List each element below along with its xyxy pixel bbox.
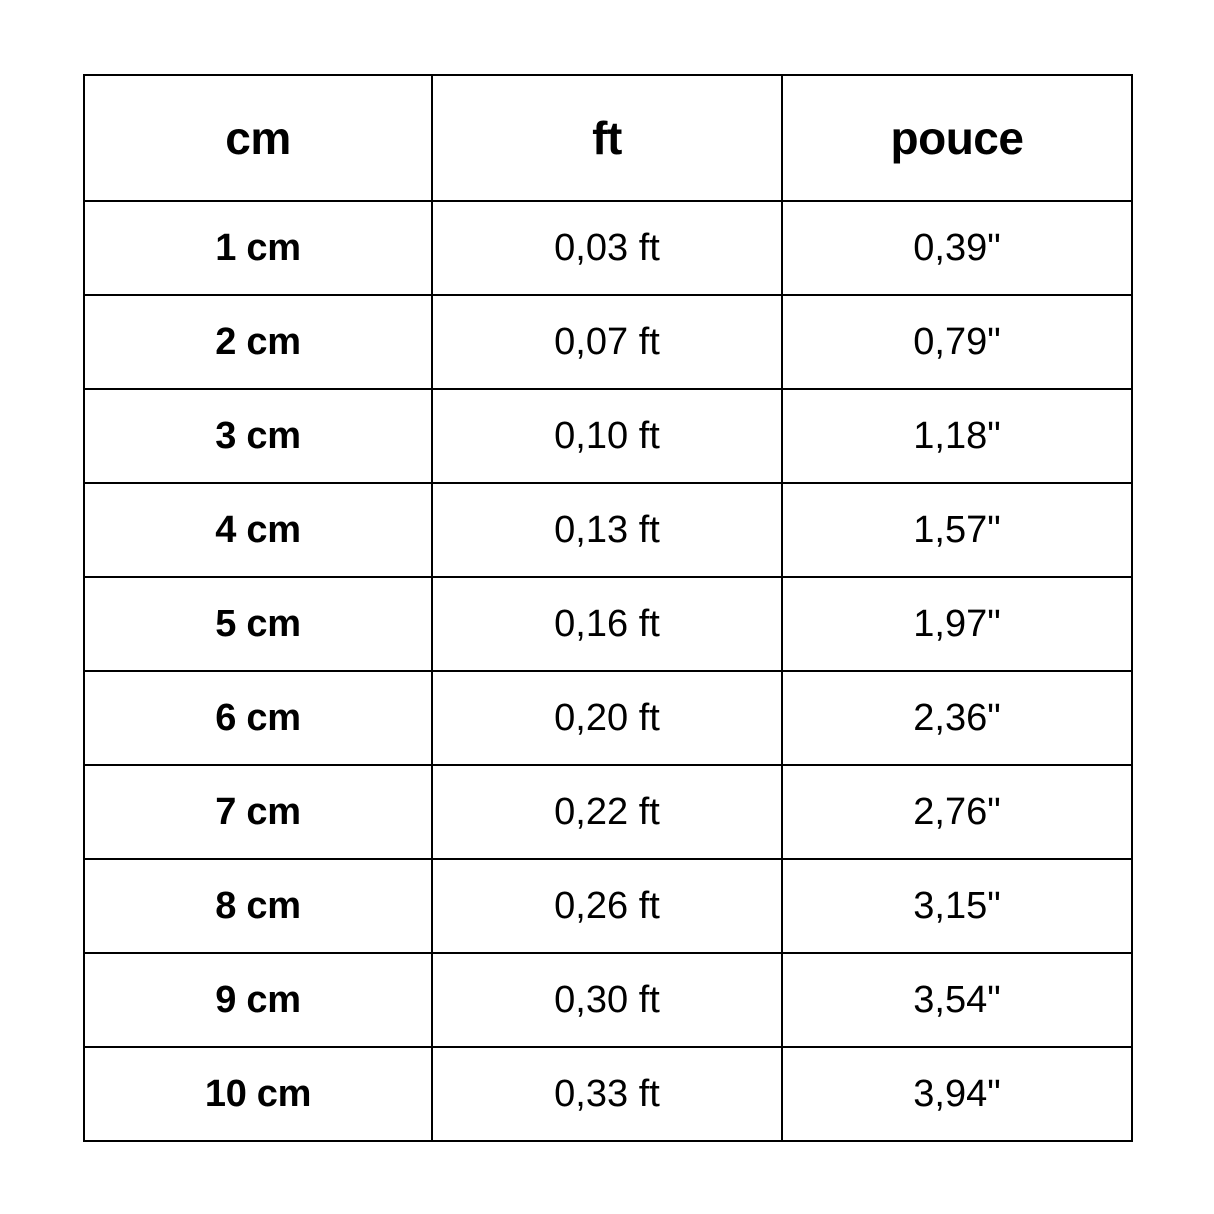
cell-ft: 0,07 ft <box>432 295 782 389</box>
cell-pouce: 2,76" <box>782 765 1132 859</box>
table-row <box>84 859 1132 953</box>
cell-pouce: 1,18" <box>782 389 1132 483</box>
cell-cm: 1 cm <box>84 201 432 295</box>
cell-pouce: 3,15" <box>782 859 1132 953</box>
cell-ft: 0,10 ft <box>432 389 782 483</box>
cell-ft: 0,20 ft <box>432 671 782 765</box>
cell-cm: 2 cm <box>84 295 432 389</box>
cell-ft: 0,03 ft <box>432 201 782 295</box>
table-row <box>84 483 1132 577</box>
cell-cm: 8 cm <box>84 859 432 953</box>
cell-ft: 0,22 ft <box>432 765 782 859</box>
cell-cm: 7 cm <box>84 765 432 859</box>
cell-cm: 5 cm <box>84 577 432 671</box>
table-body <box>84 201 1132 1141</box>
cell-pouce: 0,39" <box>782 201 1132 295</box>
column-header-pouce: pouce <box>782 75 1132 201</box>
table-row <box>84 1047 1132 1141</box>
conversion-table-container <box>83 74 1131 1142</box>
table-row <box>84 671 1132 765</box>
table-head <box>84 75 1132 201</box>
cell-pouce: 0,79" <box>782 295 1132 389</box>
cell-cm: 3 cm <box>84 389 432 483</box>
cell-cm: 10 cm <box>84 1047 432 1141</box>
cell-pouce: 3,94" <box>782 1047 1132 1141</box>
cell-pouce: 1,57" <box>782 483 1132 577</box>
table-row <box>84 765 1132 859</box>
cell-ft: 0,13 ft <box>432 483 782 577</box>
column-header-ft: ft <box>432 75 782 201</box>
cell-ft: 0,33 ft <box>432 1047 782 1141</box>
cell-pouce: 1,97" <box>782 577 1132 671</box>
cell-ft: 0,16 ft <box>432 577 782 671</box>
cell-pouce: 3,54" <box>782 953 1132 1047</box>
cell-cm: 4 cm <box>84 483 432 577</box>
cell-ft: 0,30 ft <box>432 953 782 1047</box>
cell-cm: 6 cm <box>84 671 432 765</box>
conversion-table <box>83 74 1133 1142</box>
table-row <box>84 577 1132 671</box>
cell-ft: 0,26 ft <box>432 859 782 953</box>
cell-pouce: 2,36" <box>782 671 1132 765</box>
cell-cm: 9 cm <box>84 953 432 1047</box>
table-row <box>84 201 1132 295</box>
table-row <box>84 953 1132 1047</box>
column-header-cm: cm <box>84 75 432 201</box>
table-row <box>84 389 1132 483</box>
table-header-row <box>84 75 1132 201</box>
table-row <box>84 295 1132 389</box>
